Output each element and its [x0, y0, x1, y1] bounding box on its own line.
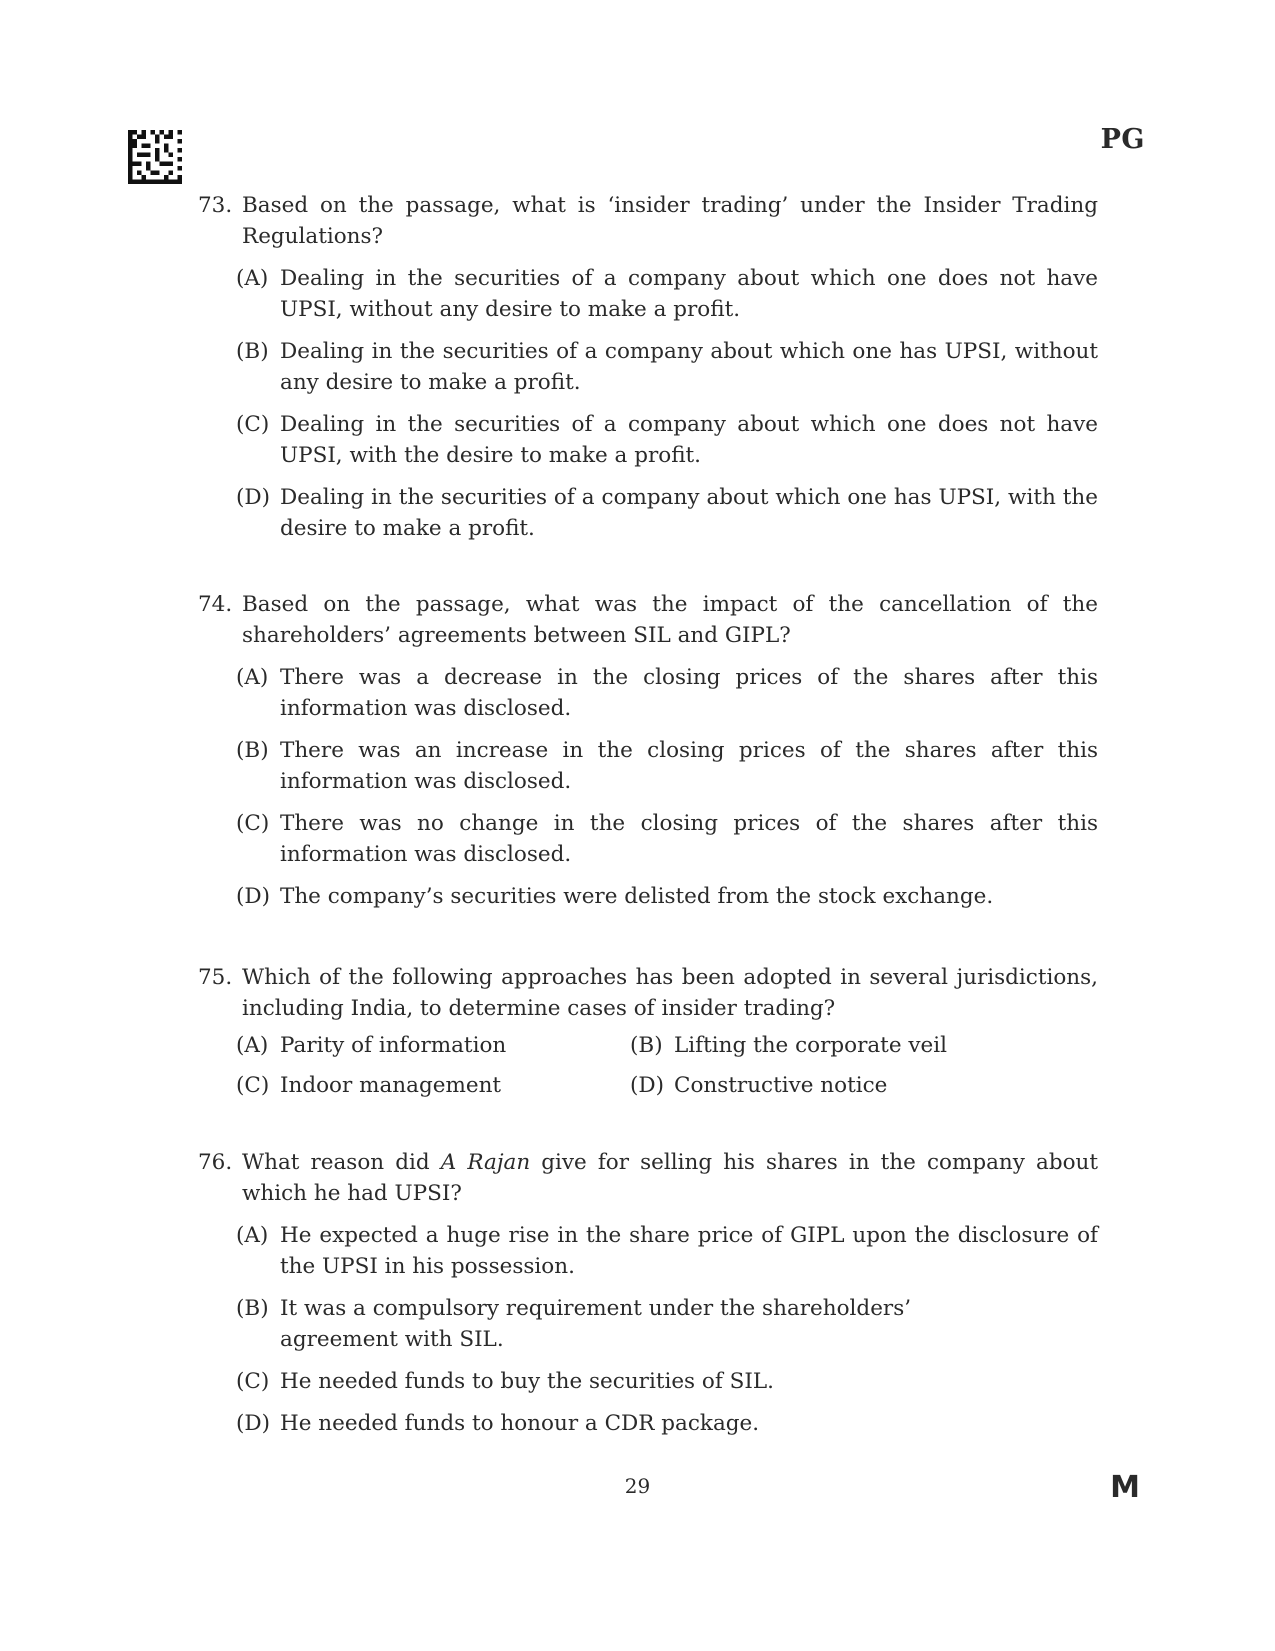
option-text: There was a decrease in the closing prices of the shares after this information was disclosed. — [280, 665, 1098, 721]
option-label: (A) — [236, 1033, 269, 1058]
option-d[interactable] — [236, 881, 1098, 912]
option-text: Lifting the corporate veil — [674, 1033, 948, 1058]
option-text: Dealing in the securities of a company about which one has UPSI, with the desire to make a profit. — [280, 485, 1098, 541]
option-text: Constructive notice — [674, 1073, 888, 1098]
question-text — [242, 1147, 1098, 1209]
option-text: He needed funds to honour a CDR package. — [280, 1411, 760, 1436]
option-label: (A) — [236, 665, 269, 690]
booklet-code: M — [1110, 1470, 1140, 1505]
option-label: (B) — [236, 1296, 269, 1321]
option-label: (D) — [236, 884, 271, 909]
option-text: There was no change in the closing prices of the shares after this information was disclosed. — [280, 811, 1098, 867]
option-label: (B) — [630, 1033, 663, 1058]
option-a[interactable] — [236, 1220, 1098, 1282]
option-d[interactable] — [236, 1408, 1098, 1439]
option-c[interactable] — [236, 409, 1098, 471]
question-number: 76. — [198, 1150, 233, 1175]
option-label: (C) — [236, 811, 270, 836]
option-text: Indoor management — [280, 1073, 502, 1098]
option-b[interactable] — [236, 1293, 1098, 1355]
option-d[interactable] — [630, 1070, 1098, 1101]
option-c[interactable] — [236, 808, 1098, 870]
option-text: Dealing in the securities of a company about which one has UPSI, without any desire to make a profit. — [280, 339, 1098, 395]
option-label: (D) — [630, 1073, 665, 1098]
option-d[interactable] — [236, 482, 1098, 544]
option-label: (D) — [236, 1411, 271, 1436]
question-number: 73. — [198, 193, 233, 218]
question-text: Which of the following approaches has been adopted in several jurisdictions, including India, to determine cases of insider trading? — [242, 965, 1098, 1021]
option-a[interactable] — [236, 1030, 630, 1061]
option-c[interactable] — [236, 1366, 1098, 1397]
person-name: A Rajan — [440, 1150, 531, 1175]
option-grid — [236, 1030, 1098, 1101]
option-b[interactable] — [630, 1030, 1098, 1061]
option-b[interactable] — [236, 735, 1098, 797]
question-76 — [198, 1147, 1098, 1439]
option-text: Parity of information — [280, 1033, 507, 1058]
question-75 — [198, 962, 1098, 1101]
question-text: Based on the passage, what was the impact of the cancellation of the shareholders’ agreements between SIL and GIPL? — [242, 592, 1098, 648]
option-text: He expected a huge rise in the share price of GIPL upon the disclosure of the UPSI in his possession. — [280, 1223, 1098, 1279]
page-number: 29 — [624, 1474, 651, 1498]
option-a[interactable] — [236, 263, 1098, 325]
question-text: Based on the passage, what is ‘insider trading’ under the Insider Trading Regulations? — [242, 193, 1098, 249]
option-text: The company’s securities were delisted from the stock exchange. — [280, 884, 994, 909]
option-label: (C) — [236, 412, 270, 437]
option-text: There was an increase in the closing prices of the shares after this information was disclosed. — [280, 738, 1098, 794]
option-label: (D) — [236, 485, 271, 510]
question-74 — [198, 589, 1098, 912]
option-text: He needed funds to buy the securities of SIL. — [280, 1369, 774, 1394]
question-text-end: give for selling his shares in the company about which he had UPSI? — [242, 1150, 1099, 1206]
question-number: 75. — [198, 965, 233, 990]
option-label: (C) — [236, 1073, 270, 1098]
datamatrix-barcode — [128, 130, 182, 184]
option-label: (B) — [236, 339, 269, 364]
option-text: Dealing in the securities of a company about which one does not have UPSI, without any desire to make a profit. — [280, 266, 1098, 322]
question-number: 74. — [198, 592, 233, 617]
option-b[interactable] — [236, 336, 1098, 398]
option-label: (B) — [236, 738, 269, 763]
option-label: (A) — [236, 266, 269, 291]
question-text-start: What reason did — [242, 1150, 441, 1175]
option-label: (A) — [236, 1223, 269, 1248]
option-text: Dealing in the securities of a company about which one does not have UPSI, with the desire to make a profit. — [280, 412, 1098, 468]
option-text: It was a compulsory requirement under the shareholders’ agreement with SIL. — [280, 1296, 912, 1352]
option-label: (C) — [236, 1369, 270, 1394]
option-a[interactable] — [236, 662, 1098, 724]
paper-code: PG — [1100, 124, 1145, 155]
question-73 — [198, 190, 1098, 544]
option-c[interactable] — [236, 1070, 630, 1101]
